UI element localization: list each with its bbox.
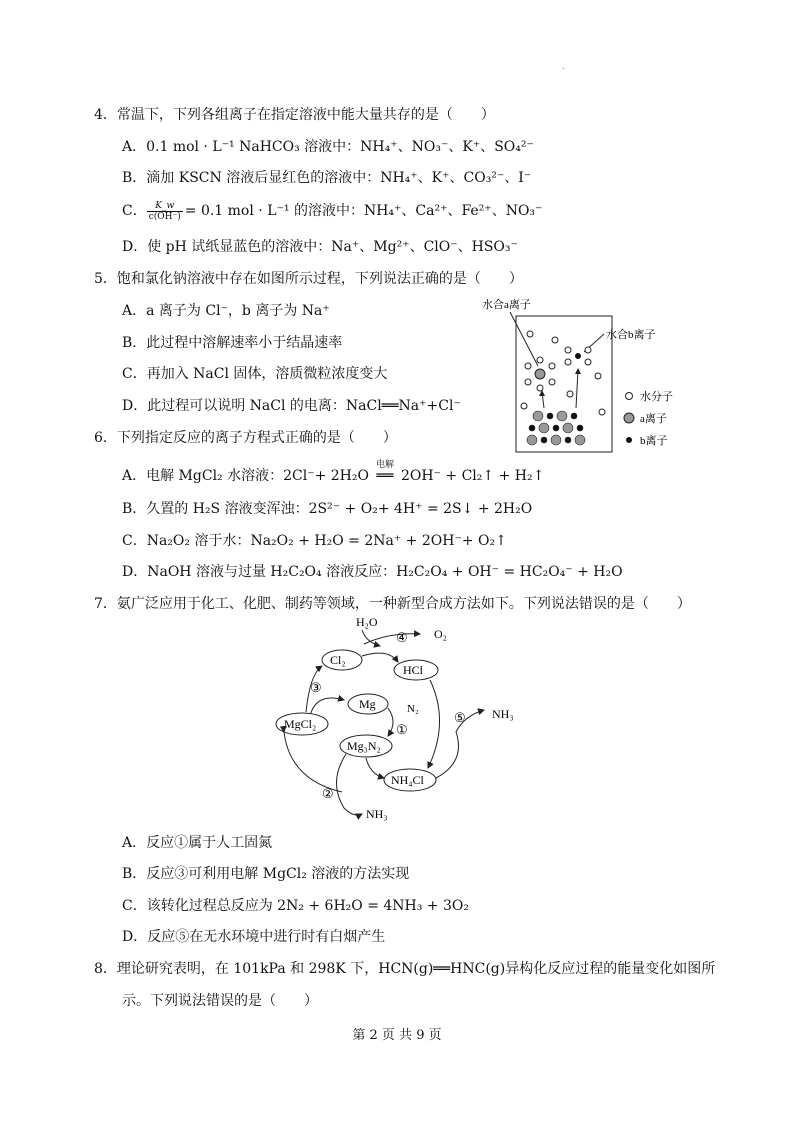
question-8-line-2: 示。下列说法错误的是（ ）	[122, 993, 318, 1009]
hcl-label: HCl	[403, 663, 424, 677]
question-7-option-a: A．反应①属于人工固氮	[122, 835, 273, 851]
kw-fraction	[147, 201, 183, 222]
mgcl2-label: MgCl₂	[284, 717, 317, 731]
question-7-stem: 7．氨广泛应用于化工、化肥、制药等领域，一种新型合成方法如下。下列说法错误的是（ ）	[94, 596, 691, 612]
question-5-option-c: C．再加入 NaCl 固体，溶质微粒浓度变大	[122, 366, 388, 382]
hydrated-a-label: 水合a离子	[482, 299, 531, 311]
question-6-option-b: B．久置的 H₂S 溶液变浑浊：2S²⁻ + O₂+ 4H⁺ = 2S↓ + 2H₂O	[122, 501, 533, 517]
mg3n2-to-nh4cl-arrow	[366, 758, 384, 778]
step-2-marker: ②	[322, 786, 334, 801]
question-6-option-a	[122, 460, 545, 485]
hydrated-b-ion	[565, 347, 591, 365]
hydrated-a-ion	[525, 357, 555, 391]
question-8-line-1: 8．理论研究表明，在 101kPa 和 298K 下，HCN(g)══HNC(g)异构化反应过程的能量变化如图所	[94, 961, 716, 977]
page-mark: .	[562, 62, 565, 71]
crystallize-arrowhead	[575, 368, 581, 374]
option-c-label: C．	[122, 203, 147, 219]
legend-b-text: b离子	[640, 435, 668, 447]
hydrated-b-label: 水合b离子	[606, 329, 656, 341]
fraction-denominator: c(OH⁻)	[148, 211, 181, 222]
pointer-a	[510, 312, 538, 366]
question-7-option-d: D．反应⑤在无水环境中进行时有白烟产生	[122, 929, 386, 945]
step-5-marker: ⑤	[454, 710, 466, 725]
legend-a-icon	[624, 413, 634, 423]
nh3-bottom-label: NH₃	[366, 807, 388, 821]
mg3n2-label: Mg₃N₂	[347, 739, 381, 753]
fraction-numerator: K_w	[147, 201, 183, 212]
free-water-molecules	[521, 331, 605, 415]
mg-label: Mg	[359, 697, 376, 711]
cycle-back-arrow	[284, 732, 342, 792]
question-5-option-b: B．此过程中溶解速率小于结晶速率	[122, 335, 343, 351]
mg-to-mg3n2-arrow	[388, 708, 393, 736]
question-5-option-a: A．a 离子为 Cl⁻，b 离子为 Na⁺	[122, 303, 330, 319]
step-4-marker: ④	[396, 630, 408, 645]
crystallize-arrow	[576, 370, 578, 408]
question-4-option-c	[122, 200, 542, 222]
mgcl2-to-mg-arrow	[310, 698, 344, 716]
legend-b-icon	[626, 437, 632, 443]
electrolysis-condition: 电解	[375, 460, 394, 470]
h2o-label: H₂O	[356, 615, 378, 629]
question-4-option-d: D．使 pH 试纸显蓝色的溶液中：Na⁺、Mg²⁺、ClO⁻、HSO₃⁻	[122, 239, 518, 255]
question-6-stem: 6．下列指定反应的离子方程式正确的是（ ）	[94, 430, 397, 446]
option-a-lhs: A．电解 MgCl₂ 水溶液：2Cl⁻+ 2H₂O	[122, 468, 369, 484]
question-6-option-d: D．NaOH 溶液与过量 H₂C₂O₄ 溶液反应：H₂C₂O₄ + OH⁻ = HC₂O₄⁻ + H₂O	[122, 564, 623, 580]
option-a-rhs: 2OH⁻ + Cl₂↑ + H₂↑	[400, 468, 545, 484]
dissolution-diagram	[480, 294, 710, 456]
question-5-option-d: D．此过程可以说明 NaCl 的电离：NaCl══Na⁺+Cl⁻	[122, 398, 461, 414]
page-footer: 第 2 页 共 9 页	[352, 1028, 442, 1043]
question-4-stem: 4．常温下，下列各组离子在指定溶液中能大量共存的是（ ）	[94, 107, 495, 123]
question-4-option-b: B．滴加 KSCN 溶液后显红色的溶液中：NH₄⁺、K⁺、CO₃²⁻、I⁻	[122, 170, 532, 186]
legend-water-icon	[626, 393, 633, 400]
question-6-option-c: C．Na₂O₂ 溶于水：Na₂O₂ + H₂O = 2Na⁺ + 2OH⁻+ O₂↑	[122, 533, 507, 549]
cl2-label: Cl₂	[330, 653, 346, 667]
question-4-option-a: A．0.1 mol · L⁻¹ NaHCO₃ 溶液中：NH₄⁺、NO₃⁻、K⁺、SO₄²⁻	[122, 139, 534, 155]
option-c-rest: = 0.1 mol · L⁻¹ 的溶液中：NH₄⁺、Ca²⁺、Fe²⁺、NO₃⁻	[184, 203, 543, 219]
step-1-marker: ①	[396, 722, 408, 737]
hcl-to-nh4cl-arrow	[428, 680, 440, 768]
legend-a-text: a离子	[640, 413, 667, 425]
step-3-marker: ③	[310, 680, 322, 695]
question-5-stem: 5．饱和氯化钠溶液中存在如图所示过程，下列说法正确的是（ ）	[94, 271, 523, 287]
legend-water-text: 水分子	[640, 391, 673, 403]
o2-label: O₂	[434, 627, 447, 641]
nacl-crystal	[527, 411, 585, 445]
nh3-right-label: NH₃	[492, 707, 514, 721]
question-7-option-c: C．该转化过程总反应为 2N₂ + 6H₂O = 4NH₃ + 3O₂	[122, 898, 470, 914]
nh4cl-label: NH₄Cl	[391, 773, 424, 787]
question-7-option-b: B．反应③可利用电解 MgCl₂ 溶液的方法实现	[122, 866, 410, 882]
cl2-to-hcl-arrow	[362, 653, 398, 662]
n2-label: N₂	[407, 703, 419, 715]
ammonia-cycle-diagram	[270, 612, 530, 824]
electrolysis-sign: 电解 ══	[369, 468, 401, 484]
mg3n2-to-nh3-arrow	[336, 754, 362, 815]
